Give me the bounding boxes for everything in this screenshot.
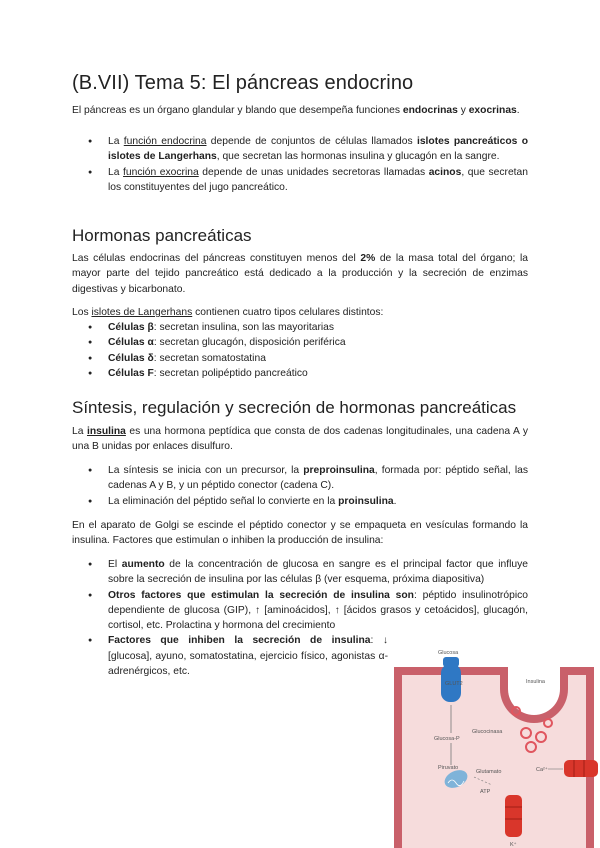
intro-paragraph xyxy=(72,103,528,118)
bold-text: Células β xyxy=(108,322,154,333)
text: : secretan somatostatina xyxy=(153,352,266,364)
bold-text: Células F xyxy=(108,367,154,379)
section-heading: Síntesis, regulación y secreción de hormonas pancreáticas xyxy=(72,398,517,417)
list-item xyxy=(88,588,528,634)
underlined-text: islotes de Langerhans xyxy=(91,307,193,318)
potassium-channel xyxy=(505,795,522,837)
paragraph xyxy=(72,305,528,320)
text: , que secretan los constituyentes del jugo pancreático. xyxy=(108,166,528,193)
list-item xyxy=(88,320,528,335)
text: : secretan glucagón, disposición periférica xyxy=(153,337,346,349)
text: La xyxy=(72,426,87,437)
list-item xyxy=(88,463,528,494)
bold-text: Otros factores que estimulan la secreción de insulina son xyxy=(108,589,414,601)
glucokinase-label: Glucocinasa xyxy=(472,729,503,735)
beta-cell-diagram xyxy=(388,645,600,848)
list-item xyxy=(88,351,528,366)
text: El xyxy=(108,559,122,570)
text: El páncreas es un órgano glandular y blando que desempeña funciones xyxy=(72,105,403,116)
list-item xyxy=(88,633,388,679)
pyruvate-label: Piruvato xyxy=(438,765,459,771)
text: : secretan polipéptido pancreático xyxy=(153,367,308,379)
text: contienen cuatro tipos celulares distintos: xyxy=(192,307,384,318)
glucose-top-label: Glucosa xyxy=(438,650,459,656)
bold-underlined-text: insulina xyxy=(86,426,126,437)
text: y xyxy=(457,105,469,116)
atp-label: ATP xyxy=(480,789,491,795)
text: . xyxy=(516,105,520,116)
list-item xyxy=(88,335,528,350)
list-item xyxy=(88,165,528,196)
underlined-text: función exocrina xyxy=(123,166,199,178)
text: Los xyxy=(72,307,92,318)
bold-text: Factores que inhiben la secreción de insulina xyxy=(108,635,371,647)
calcium-channel xyxy=(564,760,598,777)
bold-text: proinsulina xyxy=(338,495,394,507)
bold-text: islotes pancreáticos o islotes de Langerhans xyxy=(108,136,528,163)
text: . xyxy=(393,495,397,507)
glut-label: GLUT2 xyxy=(445,681,463,687)
bold-text: acinos xyxy=(428,166,462,178)
list-item xyxy=(88,134,528,165)
potassium-label: K⁺ xyxy=(510,842,517,848)
insulin-label: Insulina xyxy=(526,679,545,685)
text: Las células endocrinas del páncreas constituyen menos del xyxy=(72,253,361,264)
bold-text: endocrinas xyxy=(402,105,458,116)
list-item xyxy=(88,494,528,509)
paragraph xyxy=(72,424,528,455)
glut-transporter-top xyxy=(443,657,459,667)
text: : ↓ [glucosa], ayuno, somatostatina, ejercicio físico, agonistas α-adrenérgicos, etc. xyxy=(108,635,389,678)
list-item xyxy=(88,557,528,588)
text: La xyxy=(108,166,124,178)
bold-text: aumento xyxy=(121,559,165,570)
underlined-text: función endocrina xyxy=(123,136,207,147)
synthesis-list xyxy=(88,463,528,509)
text: depende de conjuntos de células llamados xyxy=(206,136,417,147)
bold-text: 2% xyxy=(360,253,376,264)
section-heading: Hormonas pancreáticas xyxy=(72,226,252,245)
text: La síntesis se inicia con un precursor, la xyxy=(108,465,304,476)
bold-text: exocrinas xyxy=(468,105,517,116)
page-title: (B.VII) Tema 5: El páncreas endocrino xyxy=(72,72,414,94)
paragraph xyxy=(72,251,528,297)
cell-types-list xyxy=(88,320,528,381)
text: , que secretan las hormonas insulina y glucagón en la sangre. xyxy=(216,151,500,163)
text: : péptido insulinotrópico dependiente de glucosa (GIP), ↑ [aminoácidos], ↑ [ácidos grasos y cetoácidos], glucagón, cortisol, etc. Prolactina y hormona del crecimiento xyxy=(108,589,528,632)
text: de la masa total del órgano; la mayor parte del tejido pancreático está dedicado a la producción y la secreción de enzimas digestivas y bicarbonato. xyxy=(72,253,528,295)
text: La xyxy=(108,136,124,147)
text: de la concentración de glucosa en sangre es el principal factor que influye sobre la secreción de insulina por las células β (ver esquema, próxima diapositiva) xyxy=(108,559,528,586)
text: depende de unas unidades secretoras llamadas xyxy=(198,166,429,178)
text: La eliminación del péptido señal lo convierte en la xyxy=(108,495,339,507)
text: es una hormona peptídica que consta de dos cadenas longitudinales, una cadena A y una B unidas por enlaces disulfuro. xyxy=(72,426,528,453)
bold-text: Células δ xyxy=(108,352,154,364)
intro-list xyxy=(88,134,528,195)
glutamate-label: Glutamato xyxy=(476,769,502,775)
text: : secretan insulina, son las mayoritarias xyxy=(153,322,335,333)
glucose6p-label: Glucosa-P xyxy=(434,736,460,742)
text: , formada por: péptido señal, las cadenas A y B, y un péptido conector (cadena C). xyxy=(108,465,528,492)
bold-text: Células α xyxy=(108,337,154,349)
paragraph: En el aparato de Golgi se escinde el péptido conector y se empaqueta en vesículas formando la insulina. Factores que estimulan o inhiben la producción de insulina: xyxy=(72,520,528,547)
calcium-label: Ca²⁺ xyxy=(536,767,548,773)
list-item xyxy=(88,366,528,381)
bold-text: preproinsulina xyxy=(303,465,375,476)
